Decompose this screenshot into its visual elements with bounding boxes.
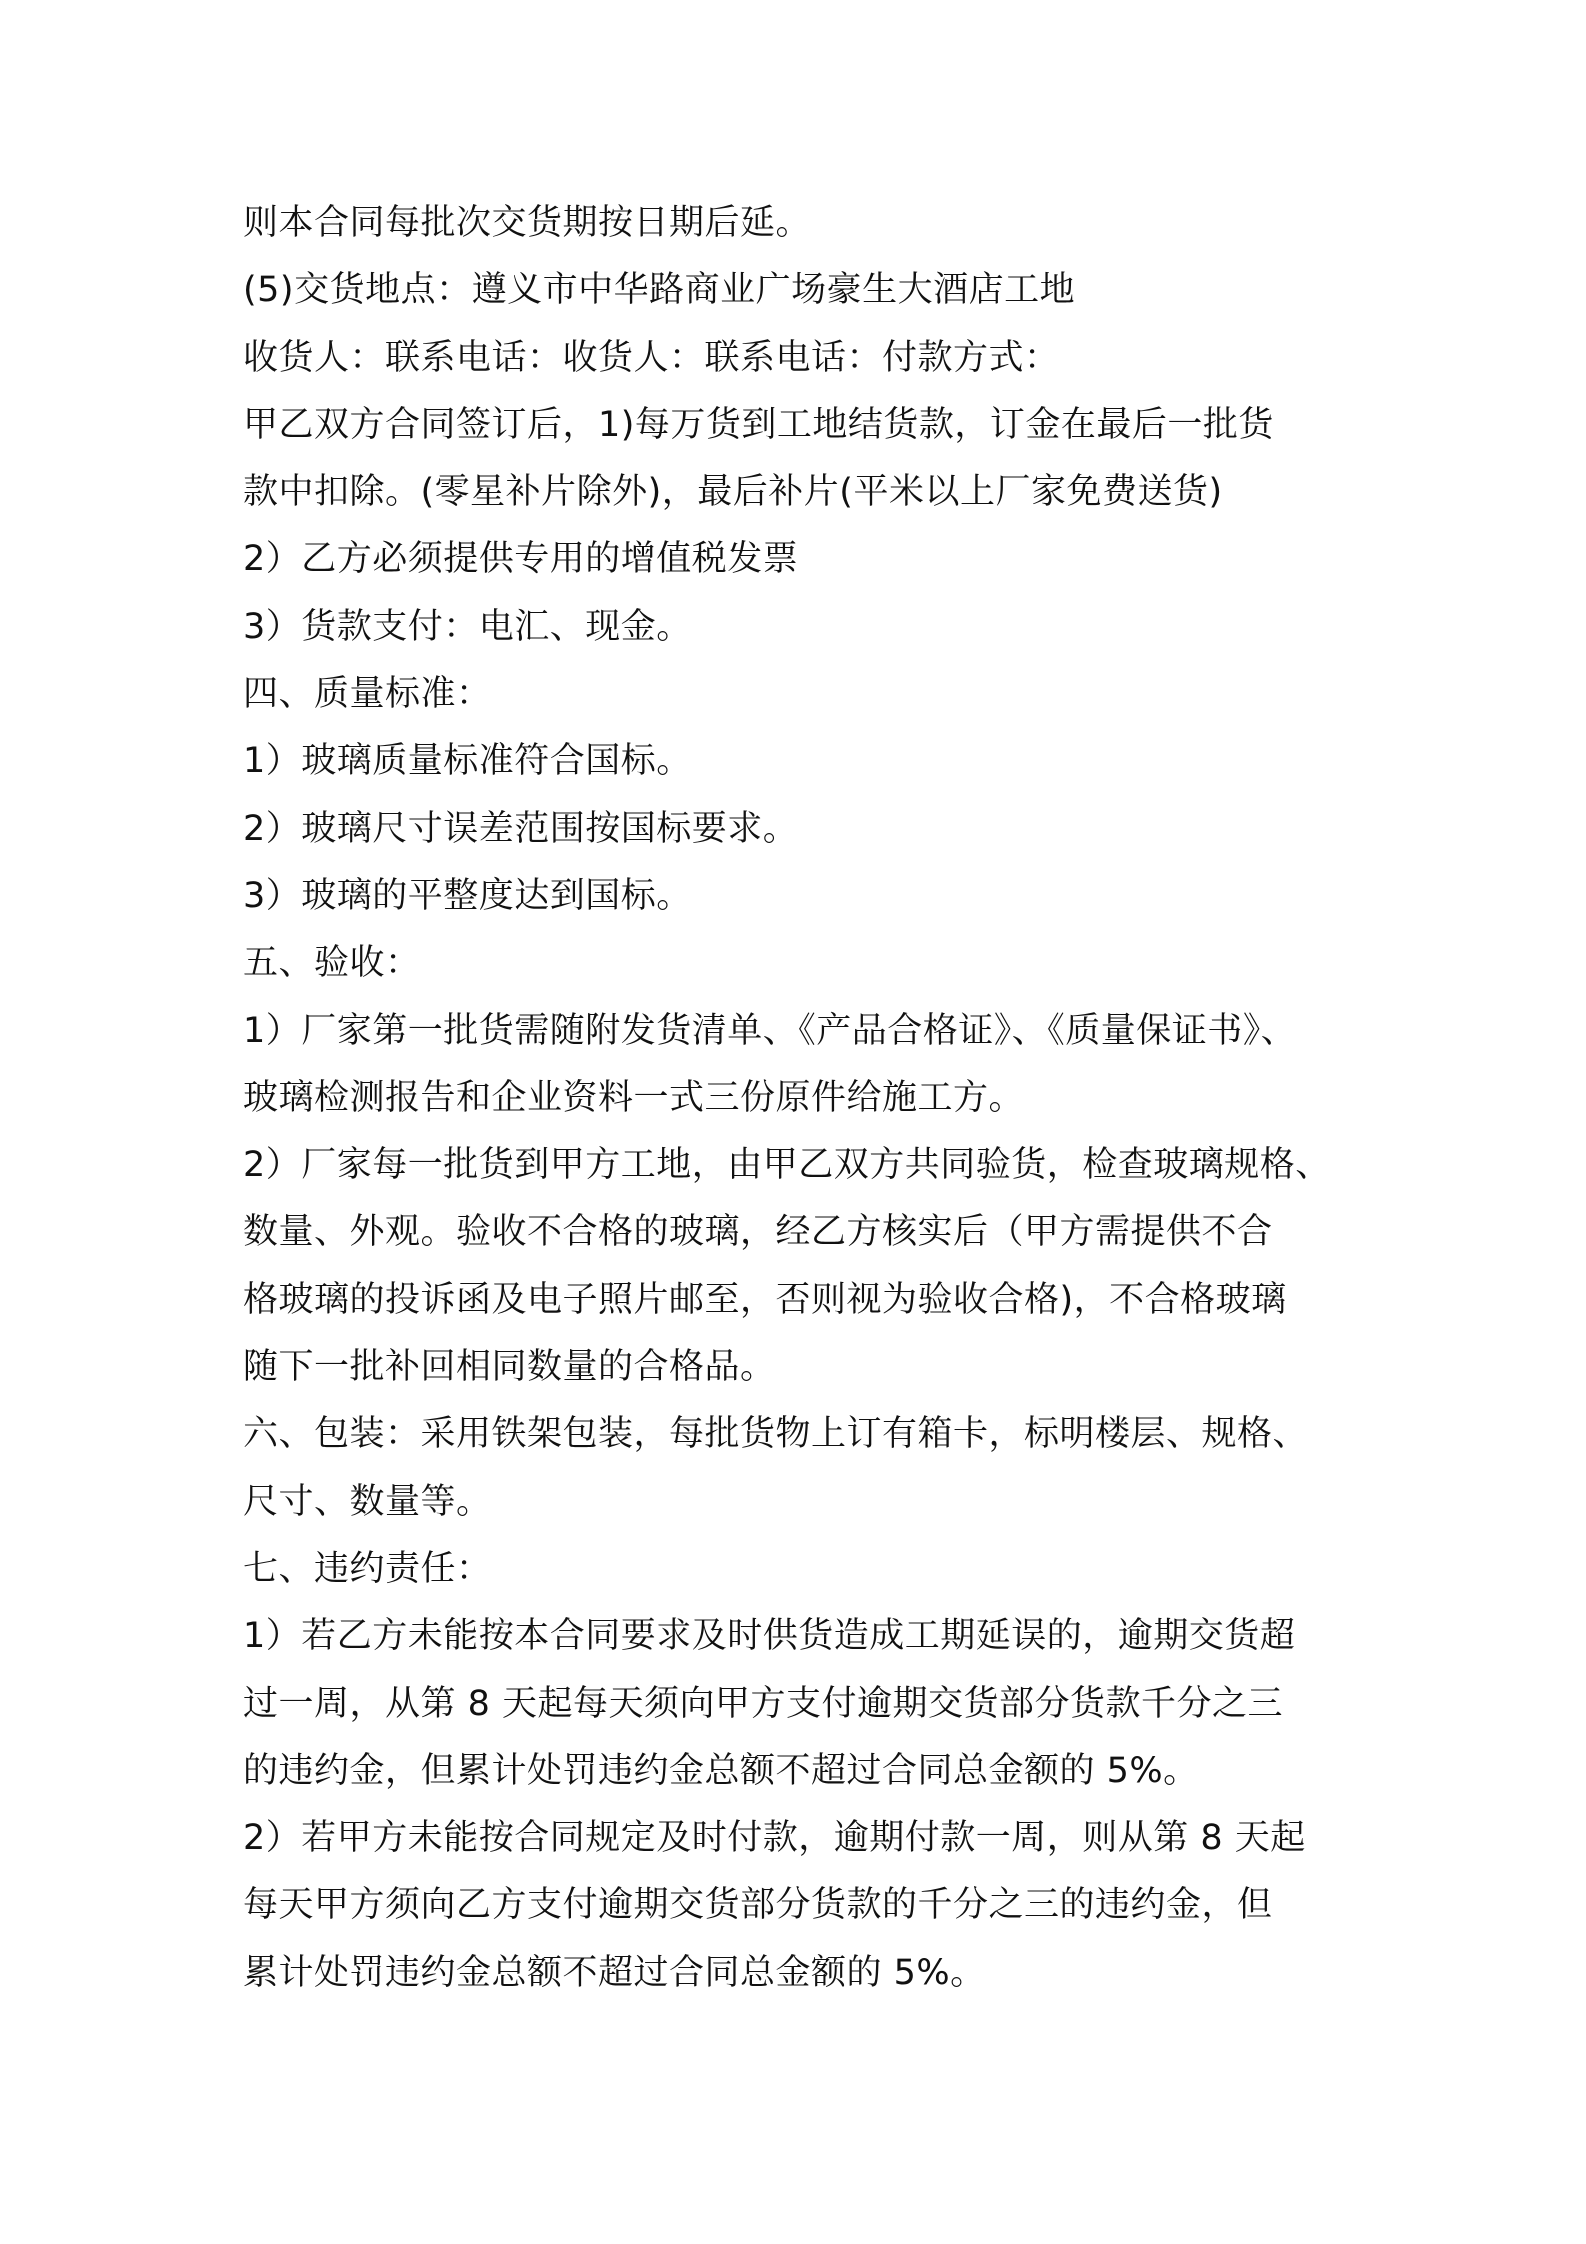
text-line: 数量、外观。验收不合格的玻璃，经乙方核实后（甲方需提供不合 <box>243 1212 1273 1253</box>
text-line: 格玻璃的投诉函及电子照片邮至，否则视为验收合格)，不合格玻璃 <box>243 1279 1287 1320</box>
text-line: 3）货款支付：电汇、现金。 <box>243 606 692 647</box>
document-body <box>243 190 1383 2007</box>
text-line: 随下一批补回相同数量的合格品。 <box>243 1347 776 1388</box>
text-line: 玻璃检测报告和企业资料一式三份原件给施工方。 <box>243 1077 1025 1118</box>
text-line: 1）若乙方未能按本合同要求及时供货造成工期延误的，逾期交货超 <box>243 1616 1296 1657</box>
text-line: 则本合同每批次交货期按日期后延。 <box>243 203 812 243</box>
section-heading: 五、验收： <box>243 943 421 984</box>
text-line: 1）厂家第一批货需随附发货清单、《产品合格证》、《质量保证书》、 <box>243 1010 1297 1051</box>
text-line: 收货人：联系电话：收货人：联系电话：付款方式： <box>243 337 1060 378</box>
text-line: 2）厂家每一批货到甲方工地，由甲乙双方共同验货，检查玻璃规格、 <box>243 1145 1331 1186</box>
text-line: (5)交货地点：遵义市中华路商业广场豪生大酒店工地 <box>243 270 1076 311</box>
text-line: 每天甲方须向乙方支付逾期交货部分货款的千分之三的违约金，但 <box>243 1885 1273 1926</box>
text-line: 3）玻璃的平整度达到国标。 <box>243 875 692 916</box>
text-line: 的违约金，但累计处罚违约金总额不超过合同总金额的 5%。 <box>243 1750 1199 1791</box>
text-line: 2）若甲方未能按合同规定及时付款，逾期付款一周，则从第 8 天起 <box>243 1818 1306 1859</box>
text-line: 甲乙双方合同签订后，1)每万货到工地结货款，订金在最后一批货 <box>243 404 1274 445</box>
text-line: 2）玻璃尺寸误差范围按国标要求。 <box>243 808 799 849</box>
section-heading: 七、违约责任： <box>243 1548 492 1589</box>
section-heading: 六、包装：采用铁架包装，每批货物上订有箱卡，标明楼层、规格、 <box>243 1414 1309 1455</box>
section-heading: 四、质量标准： <box>243 674 492 715</box>
text-line: 尺寸、数量等。 <box>243 1481 492 1522</box>
text-line: 1）玻璃质量标准符合国标。 <box>243 741 692 782</box>
text-line: 2）乙方必须提供专用的增值税发票 <box>243 539 799 580</box>
text-line: 过一周，从第 8 天起每天须向甲方支付逾期交货部分货款千分之三 <box>243 1683 1284 1724</box>
text-line: 累计处罚违约金总额不超过合同总金额的 5%。 <box>243 1952 986 1993</box>
text-line: 款中扣除。(零星补片除外)，最后补片(平米以上厂家免费送货) <box>243 472 1223 513</box>
